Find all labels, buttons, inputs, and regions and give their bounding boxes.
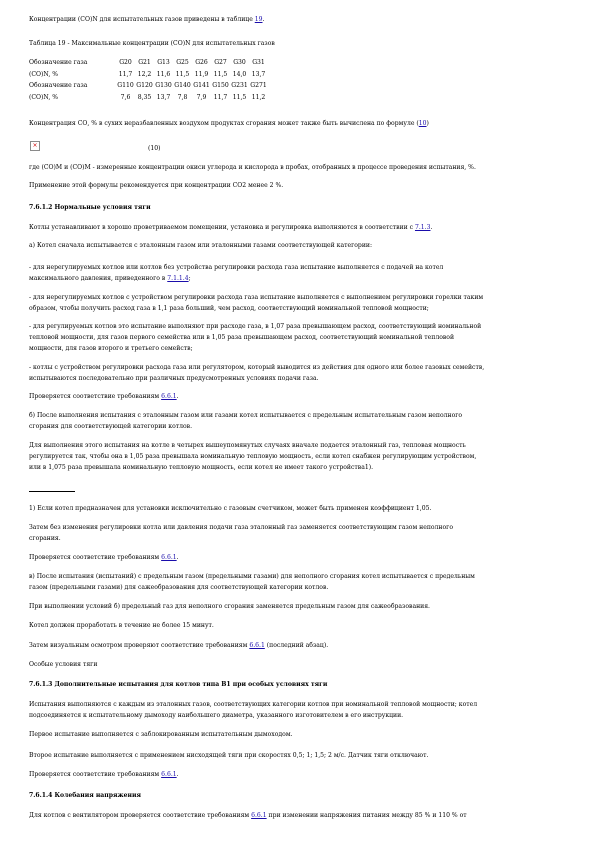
table-cell: G271 [250,82,267,90]
paragraph-item-b-2: сгорания для соответствующей категории котлов. [29,423,193,430]
paragraph-installation: Котлы устанавливают в хорошо проветриваемом помещении, установка и регулировка выполняются в соответствии с 7.1.3. [29,224,433,231]
table-cell: G120 [136,82,153,90]
paragraph-regulated-1: - для регулируемых котлов это испытание выполняют при расходе газа, в 1,07 раза превышающем расход, соответствующий номинальной [29,323,482,330]
section-heading-7-6-1-4: 7.6.1.4 Колебания напряжения [29,792,141,799]
table-cell: G13 [157,59,170,67]
table-cell: 11,5 [175,70,190,78]
table-cell: G140 [174,82,191,90]
paragraph-check-3: Проверяется соответствие требованиям 6.6.1. [29,771,179,778]
table-cell: G231 [231,82,248,90]
broken-image-icon: × [30,141,40,151]
table-cell: G30 [233,59,246,67]
table-cell: G150 [212,82,229,90]
paragraph-test-2: регулируется так, чтобы она в 1,05 раза превышала номинальную тепловую мощность, если котел снабжен регулирующим устройством, [29,453,477,460]
paragraph-formula-intro: Концентрация СО, % в сухих неразбавленных воздухом продуктах сгорания может также быть вычислена по формуле (10) [29,120,429,127]
table-cell: 7,8 [177,93,188,101]
link-7-1-1-4[interactable]: 7.1.1.4 [167,275,189,282]
link-table-19[interactable]: 19 [254,16,263,23]
paragraph-check-1: Проверяется соответствие требованиям 6.6.1. [29,393,179,400]
paragraph-visual-check: Затем визуальным осмотром проверяют соответствие требованиям 6.6.1 (последний абзац). [29,642,329,649]
table-caption: Таблица 19 - Максимальные концентрации (СО)N для испытательных газов [29,40,275,47]
table-cell: G20 [119,59,132,67]
table-row-label: (СО)N, % [29,93,59,101]
paragraph-item-a: а) Котел сначала испытывается с эталонным газом или эталонными газами соответствующей категории: [29,242,373,249]
paragraph-test-1: Для выполнения этого испытания на котле в четырех вышеупомянутых случаях вначале подается эталонный газ, тепловая мощность [29,442,466,449]
paragraph-formula-note: Применение этой формулы рекомендуется при концентрации СО2 менее 2 %. [29,182,284,189]
table-row-label: Обозначение газа [29,59,88,67]
table-cell: G31 [252,59,265,67]
formula-number: (10) [148,145,161,152]
table-cell: G26 [195,59,208,67]
table-cell: 14,0 [232,70,247,78]
table-row-label: (СО)N, % [29,70,59,78]
paragraph-replace-1: Затем без изменения регулировки котла или давления подачи газа эталонный газ заменяется соответствующим газом неполного [29,524,454,531]
paragraph-replace-2: сгорания. [29,535,61,542]
paragraph-table-intro: Концентрации (СО)N для испытательных газов приведены в таблице 19. [29,16,265,23]
link-6-6-1-a[interactable]: 6.6.1 [161,393,177,400]
table-cell: 7,9 [196,93,207,101]
table-row-label: Обозначение газа [29,82,88,90]
paragraph-additional-1: Испытания выполняются с каждым из эталонных газов, соответствующих категории котлов при номинальной тепловой мощности; котел [29,701,478,708]
table-cell: 11,5 [213,70,228,78]
table-cell: G21 [138,59,151,67]
paragraph-regulated-3: мощности, для газов второго и третьего семейств; [29,345,193,352]
paragraph-check-2: Проверяется соответствие требованиям 6.6.1. [29,554,179,561]
table-row [29,80,268,92]
section-heading-7-6-1-3: 7.6.1.3 Дополнительные испытания для котлов типа В1 при особых условиях тяги [29,681,328,688]
section-heading-7-6-1-2: 7.6.1.2 Нормальные условия тяги [29,204,151,211]
paragraph-first-test: Первое испытание выполняется с заблокированным испытательным дымоходом. [29,731,293,738]
footnote-1: 1) Если котел предназначен для установки исключительно с газовым счетчиком, может быть применен коэффициент 1,05. [29,505,432,512]
paragraph-regulator-2: испытываются последовательно при различных предусмотренных условиях подачи газа. [29,375,319,382]
table-cell: 13,7 [251,70,266,78]
paragraph-regulator-1: - котлы с устройством регулировки расхода газа или регулятором, который выводится из действия для одного или более газовых семейств, [29,364,485,371]
paragraph-second-test: Второе испытание выполняется с применением нисходящей тяги при скоростях 0,5; 1; 1,5; 2 м/с. Датчик тяги отключают. [29,752,429,759]
table-cell: G110 [117,82,134,90]
table-cell: 12,2 [137,70,152,78]
table-cell: 11,7 [118,70,133,78]
paragraph-regulated-2: тепловой мощности, для газов первого семейства или в 1,05 раза превышающем расход, соответствующий номинальной тепловой [29,334,455,341]
paragraph-additional-2: подсоединяется к испытательному дымоходу наибольшего диаметра, указанного изготовителем в его инструкции. [29,712,404,719]
table-cell: 13,7 [156,93,171,101]
table-row [29,69,268,81]
footnote-divider [29,491,75,492]
link-6-6-1-b[interactable]: 6.6.1 [161,554,177,561]
paragraph-item-c-2: газом (предельными газами) для сажеобразования для соответствующей категории котлов. [29,584,329,591]
link-6-6-1-e[interactable]: 6.6.1 [251,812,267,819]
paragraph-unregulated-1: - для нерегулируемых котлов или котлов без устройства регулировки расхода газа испытание выполняется с подачей на котел [29,264,444,271]
table-cell: 11,2 [251,93,266,101]
table-cell: 11,9 [194,70,209,78]
subheading-special-draft: Особые условия тяги [29,661,98,668]
paragraph-unregulated-adj-2: образом, чтобы получить расход газа в 1,1 раза больший, чем расход, соответствующий номинальной тепловой мощности; [29,305,429,312]
concentration-table [29,57,268,103]
table-cell: 8,35 [137,93,152,101]
table-cell: G141 [193,82,210,90]
table-cell: G130 [155,82,172,90]
link-7-1-3[interactable]: 7.1.3 [414,224,431,231]
table-cell: 11,7 [213,93,228,101]
paragraph-test-3: или в 1,075 раза превышала номинальную тепловую мощность, если котел не имеет такого устройства1). [29,464,374,471]
paragraph-unregulated-2: максимального давления, приведенного в 7.1.1.4; [29,275,191,282]
paragraph-where: где (СО)М и (СО)М - измеренные концентрации окиси углерода и кислорода в пробах, отобранных в процессе проведения испытания, %. [29,164,476,171]
table-cell: G27 [214,59,227,67]
table-cell: G25 [176,59,189,67]
table-cell: 11,6 [156,70,171,78]
paragraph-duration: Котел должен проработать в течение не более 15 минут. [29,622,214,629]
link-6-6-1-c[interactable]: 6.6.1 [249,642,265,649]
paragraph-voltage: Для котлов с вентилятором проверяется соответствие требованиям 6.6.1 при изменении напряжения питания между 85 % и 110 % от [29,812,467,819]
table-row [29,92,268,104]
paragraph-condition-b: При выполнении условий б) предельный газ для неполного сгорания заменяется предельным газом для сажеобразования. [29,603,430,610]
table-row [29,57,268,69]
paragraph-item-c-1: в) После испытания (испытаний) с предельным газом (предельными газами) для неполного сгорания котел испытывается с предельным [29,573,475,580]
table-cell: 11,5 [232,93,247,101]
table-cell: 7,6 [120,93,131,101]
paragraph-item-b-1: б) После выполнения испытания с эталонным газом или газами котел испытывается с предельным испытательным газом неполного [29,412,463,419]
link-formula-10[interactable]: 10 [418,120,427,127]
link-6-6-1-d[interactable]: 6.6.1 [161,771,177,778]
paragraph-unregulated-adj-1: - для нерегулируемых котлов с устройством регулировки расхода газа испытание выполняется с выполнением регулировки горелки таким [29,294,484,301]
